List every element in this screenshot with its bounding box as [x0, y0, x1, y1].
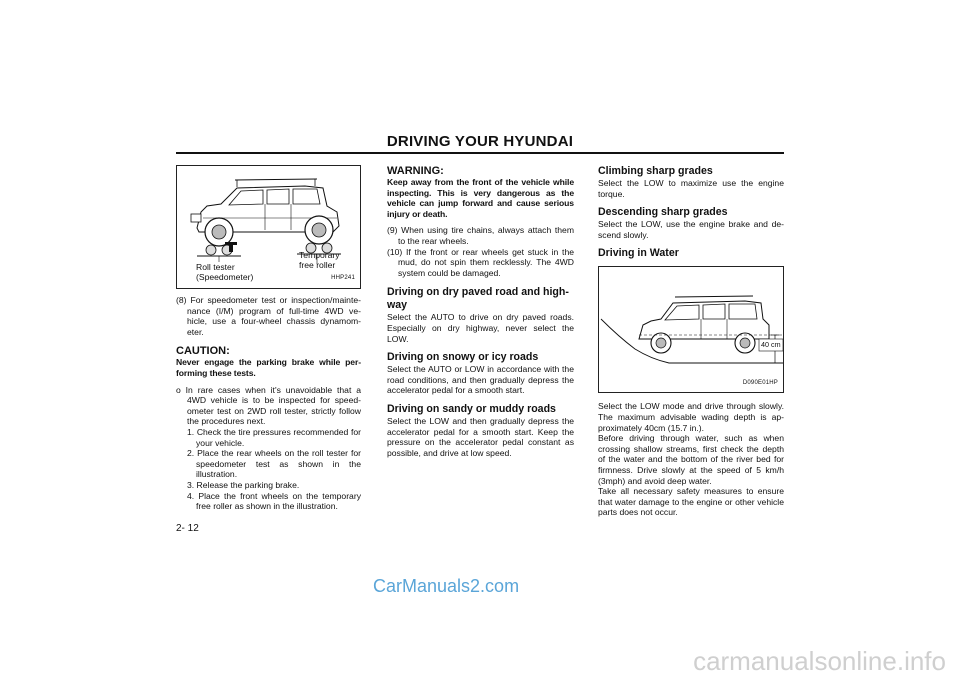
middle-column — [387, 165, 574, 458]
roll-tester-label — [196, 262, 253, 282]
section-dry-road-text: Select the AUTO to drive on dry paved roads. Especially on dry highway, never select the LOW. — [387, 312, 574, 344]
water-text-2: Before driving through water, such as when crossing shallow streams, first check the depth of the water and the bottom of the river bed for firmness. Drive slowly at the speed of 5 km/h (3mph) and avoid deep water. — [598, 433, 784, 486]
step-3: 3. Release the parking brake. — [187, 479, 300, 490]
free-roller-label — [299, 250, 340, 270]
figure-code: HHP241 — [331, 275, 355, 282]
caution-text: Never engage the parking brake while per- forming these tests. — [176, 357, 361, 378]
bullet-text: o In rare cases when it's unavoidable that a 4WD vehicle is to be inspected for speed- ometer test on 2WD roll tester, strictly follow the procedures next. — [176, 384, 361, 427]
section-sandy-title: Driving on sandy or muddy roads — [387, 402, 556, 415]
free-roller-label-line1: Temporary — [299, 250, 340, 260]
climbing-title: Climbing sharp grades — [598, 165, 713, 177]
water-driving-illustration — [598, 266, 784, 393]
section-sandy-text: Select the LOW and then gradually depress the accelerator pedal for a smooth start. Keep the pressure on the accelerator pedal constant as possible, and drive at low speed. — [387, 415, 574, 458]
item-9-text: (9) When using tire chains, always attach them to the rear wheels. — [387, 225, 574, 246]
suv-in-water-drawing — [599, 267, 783, 392]
water-text-1: Select the LOW mode and drive through slowly. The maximum advisable wading depth is ap- proximately 40cm (15.7 in.). — [598, 401, 784, 433]
step-2: 2. Place the rear wheels on the roll tester for speedometer test as shown in the illustration. — [187, 448, 361, 480]
step-1: 1. Check the tire pressures recommended for your vehicle. — [187, 426, 361, 448]
water-text-3: Take all necessary safety measures to ensure that water damage to the engine or other vehicle parts does not occur. — [598, 486, 784, 518]
warning-text: Keep away from the front of the vehicle while inspecting. This is very dangerous as the vehicle can jump forward and cause serious injury or death. — [387, 177, 574, 219]
section-snowy-text: Select the AUTO or LOW in accordance with the road conditions, and then gradually depress the accelerator pedal for a smooth start. — [387, 364, 574, 396]
descending-title: Descending sharp grades — [598, 206, 728, 219]
depth-label: 40 cm — [761, 340, 781, 350]
watermark-link[interactable]: CarManuals2.com — [373, 576, 520, 596]
page-header-title: DRIVING YOUR HYUNDAI — [386, 133, 574, 150]
item-10-text: (10) If the front or rear wheels get stuck in the mud, do not spin them recklessly. The 4WD system could be damaged. — [387, 246, 574, 278]
roll-tester-label-line2: (Speedometer) — [196, 272, 254, 282]
header-rule — [176, 152, 784, 154]
right-column — [598, 165, 784, 518]
water-title: Driving in Water — [598, 247, 679, 260]
page-number: 2- 12 — [176, 523, 199, 534]
step-4: 4. Place the front wheels on the temporary free roller as shown in the illustration. — [187, 490, 361, 512]
caution-heading: CAUTION: — [176, 345, 230, 358]
item-8-text: (8) For speedometer test or inspection/mainte- nance (I/M) program of full-time 4WD ve- hicle, use a four-wheel chassis dynamom- eter. — [176, 295, 361, 337]
section-snowy-title: Driving on snowy or icy roads — [387, 351, 539, 364]
climbing-text: Select the LOW to maximize use the engine torque. — [598, 178, 784, 199]
footer-site-watermark: carmanualsonline.info — [693, 646, 946, 676]
descending-text: Select the LOW, use the engine brake and de- scend slowly. — [598, 219, 784, 240]
warning-heading: WARNING: — [387, 165, 444, 177]
left-column — [176, 165, 361, 512]
figure-code-water: D090E01HP — [742, 379, 778, 386]
roll-tester-illustration — [176, 165, 361, 289]
section-dry-road-title: Driving on dry paved road and high- way — [387, 286, 569, 312]
roll-tester-label-line1: Roll tester — [196, 262, 235, 272]
free-roller-label-line2: free roller — [299, 260, 336, 270]
